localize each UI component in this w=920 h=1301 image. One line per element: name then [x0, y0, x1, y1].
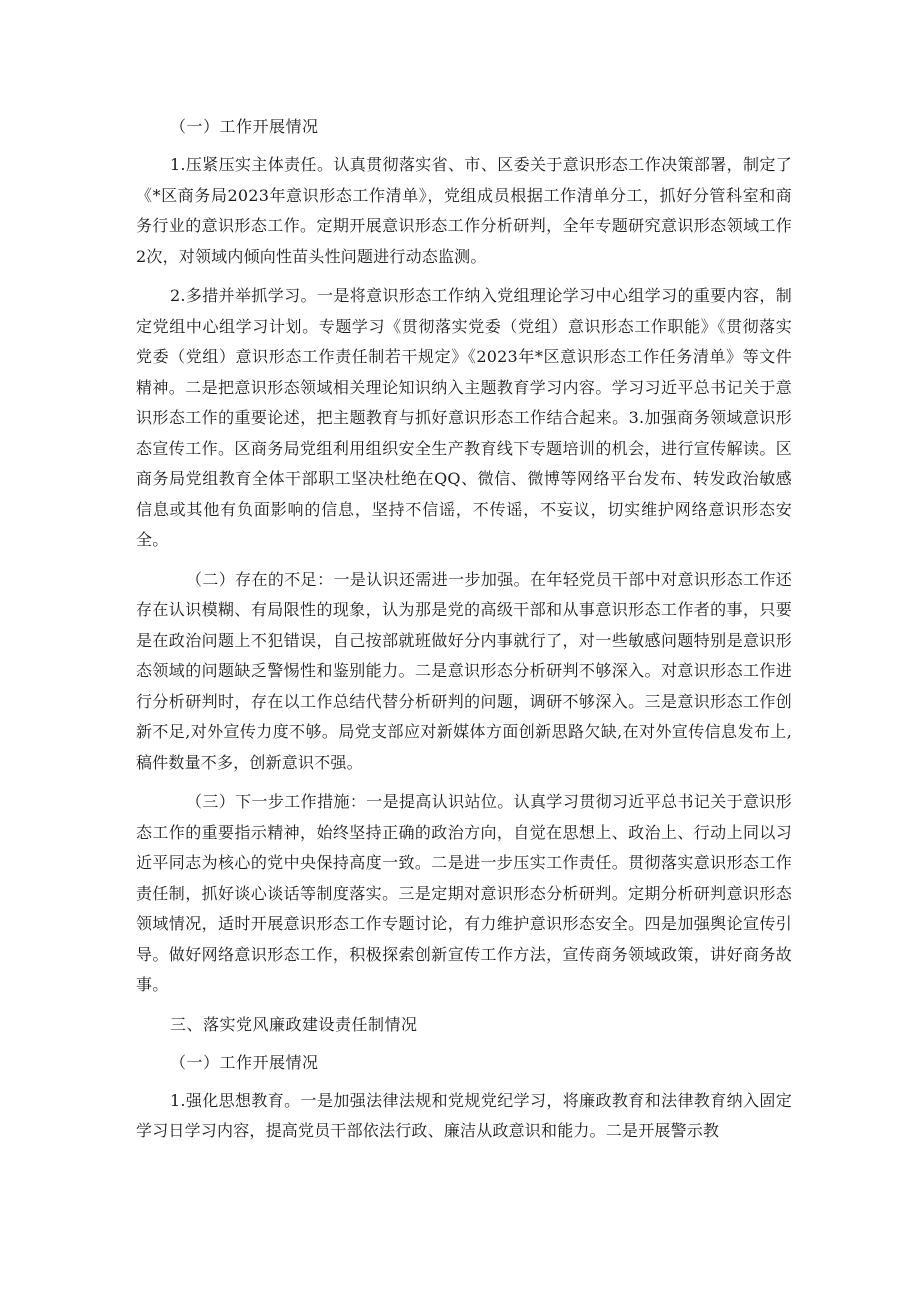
paragraph-study-measures: 2.多措并举抓学习。一是将意识形态工作纳入党组理论学习中心组学习的重要内容，制定党组中心组学习计划。专题学习《贯彻落实党委（党组）意识形态工作职能》《贯彻落实党委（党组）意识形态工作责任制若干规定》《2023年*区意识形态工作任务清单》等文件精神。二是把意识形态领域相关理论知识纳入主题教育学习内容。学习习近平总书记关于意识形态工作的重要论述，把主题教育与抓好意识形态工作结合起来。3.加强商务领域意识形态宣传工作。区商务局党组利用组织安全生产教育线下专题培训的机会，进行宣传解读。区商务局党组教育全体干部职工坚决杜绝在QQ、微信、微博等网络平台发布、转发政治敏感信息或其他有负面影响的信息，坚持不信谣，不传谣，不妄议，切实维护网络意识形态安全。	[136, 286, 792, 549]
paragraph-shortcomings: （二）存在的不足：一是认识还需进一步加强。在年轻党员干部中对意识形态工作还存在认识模糊、有局限性的现象，认为那是党的高级干部和从事意识形态工作者的事，只要是在政治问题上不犯错误，自己按部就班做好分内事就行了，对一些敏感问题特别是意识形态领域的问题缺乏警惕性和鉴别能力。二是意识形态分析研判不够深入。对意识形态工作进行分析研判时，存在以工作总结代替分析研判的问题，调研不够深入。三是意识形态工作创新不足,对外宣传力度不够。局党支部应对新媒体方面创新思路欠缺,在对外宣传信息发布上,稿件数量不多，创新意识不强。	[136, 569, 792, 772]
document-page	[136, 112, 792, 1156]
section-heading-work-progress: （一）工作开展情况	[170, 117, 319, 136]
paragraph-main-responsibility: 1.压紧压实主体责任。认真贯彻落实省、市、区委关于意识形态工作决策部署，制定了《*区商务局2023年意识形态工作清单》，党组成员根据工作清单分工，抓好分管科室和商务行业的意识形态工作。定期开展意识形态工作分析研判，全年专题研究意识形态领域工作2次，对领域内倾向性苗头性问题进行动态监测。	[136, 155, 792, 266]
section-heading-integrity: 三、落实党风廉政建设责任制情况	[170, 1014, 418, 1034]
paragraph-next-steps: （三）下一步工作措施：一是提高认识站位。认真学习贯彻习近平总书记关于意识形态工作的重要指示精神，始终坚持正确的政治方向，自觉在思想上、政治上、行动上同以习近平同志为核心的党中央保持高度一致。二是进一步压实工作责任。贯彻落实意识形态工作责任制，抓好谈心谈话等制度落实。三是定期对意识形态分析研判。定期分析研判意识形态领域情况，适时开展意识形态工作专题讨论，有力维护意识形态安全。四是加强舆论宣传引导。做好网络意识形态工作，积极探索创新宣传工作方法，宣传商务领域政策，讲好商务故事。	[136, 792, 792, 994]
paragraph-ideological-education: 1.强化思想教育。一是加强法律法规和党规党纪学习，将廉政教育和法律教育纳入固定学习日学习内容，提高党员干部依法行政、廉洁从政意识和能力。二是开展警示教	[136, 1090, 792, 1140]
subsection-heading-work-progress: （一）工作开展情况	[170, 1052, 319, 1072]
